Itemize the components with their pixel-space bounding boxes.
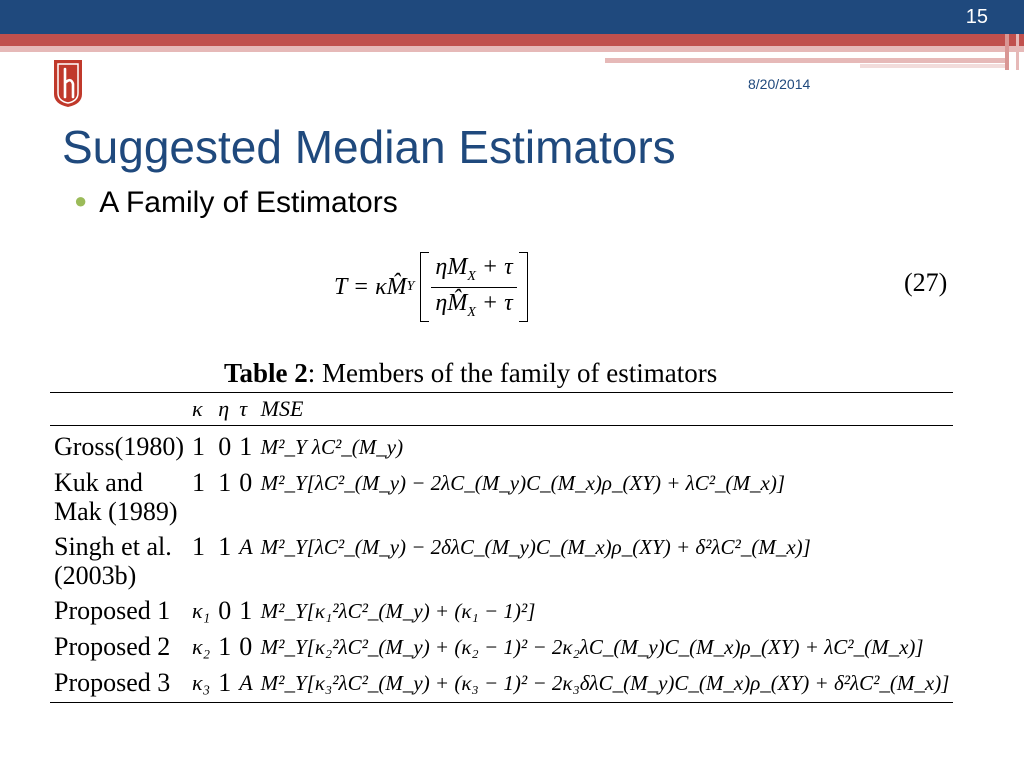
tau-value: 0 (239, 632, 253, 661)
estimator-family-table (50, 392, 953, 703)
header-accent-vertical (1005, 34, 1009, 70)
kappa-value: κ₃ (188, 662, 214, 703)
eta-value: 1 (218, 632, 232, 661)
eta-value: 1 (218, 532, 232, 561)
tau-value: 0 (239, 468, 253, 497)
estimator-equation (334, 250, 528, 324)
equation-lhs-subscript: Y (406, 279, 415, 294)
table-header-row (50, 393, 953, 426)
estimator-name: Kuk and Mak (1989) (54, 468, 178, 526)
tau-value: A (239, 534, 253, 559)
header-band-red (0, 34, 1024, 46)
table-caption (224, 358, 717, 389)
bullet-text: A Family of Estimators (99, 186, 398, 219)
table-caption-text: : Members of the family of estimators (307, 358, 718, 388)
header-band-pink (0, 46, 1024, 52)
table-row (50, 462, 953, 526)
bullet-dot-icon: ● (74, 188, 88, 213)
kappa-value: 1 (192, 468, 205, 497)
equation-lhs: T = κM̂ (334, 273, 407, 300)
estimator-name: Singh et al. (2003b) (54, 532, 172, 590)
header-accent-line-2 (860, 64, 1005, 68)
eta-value: 1 (218, 468, 232, 497)
tau-value: 1 (239, 432, 253, 461)
mse-formula: M²_Y[κ₂²λC²_(M_y) + (κ₂ − 1)² − 2κ₂λC_(M_y)C_(M_x)ρ_(XY) + λC²_(M_x)] (260, 635, 924, 659)
tau-value: A (235, 662, 256, 703)
table-row (50, 590, 953, 626)
header-band-blue (0, 0, 1024, 34)
mse-formula: M²_Y[λC²_(M_y) − 2λC_(M_y)C_(M_x)ρ_(XY) + λC²_(M_x)] (260, 471, 786, 495)
header-accent-line (605, 58, 1005, 63)
header-eta: η (214, 393, 235, 426)
eta-value: 1 (214, 662, 235, 703)
header-kappa: κ (188, 393, 214, 426)
equation-denominator: $\eta M̂_X + \tau$ (435, 289, 513, 320)
bullet-item (74, 186, 398, 220)
kappa-value: κ₂ (192, 634, 211, 659)
estimator-name: Gross(1980) (54, 432, 184, 461)
mse-formula: M²_Y[κ₃²λC²_(M_y) + (κ₃ − 1)² − 2κ₃δλC_(M_y)C_(M_x)ρ_(XY) + δ²λC²_(M_x)] (257, 662, 954, 703)
header-estimator (50, 393, 188, 426)
kappa-value: 1 (192, 432, 205, 461)
table-caption-label: Table 2 (224, 358, 308, 388)
header-tau: τ (235, 393, 256, 426)
table-row (50, 426, 953, 463)
mse-formula: M²_Y λC²_(M_y) (260, 435, 404, 459)
mse-formula: M²_Y[κ₁²λC²_(M_y) + (κ₁ − 1)²] (260, 599, 536, 623)
table-row (50, 626, 953, 662)
slide-date: 8/20/2014 (748, 76, 811, 92)
equation-bracket (420, 252, 527, 323)
estimator-name: Proposed 3 (50, 662, 188, 703)
slide-title: Suggested Median Estimators (62, 121, 676, 173)
table-row (50, 526, 953, 590)
university-logo-icon (50, 58, 86, 108)
table-row (50, 662, 953, 703)
header-accent-vertical-2 (1016, 34, 1019, 70)
estimator-name: Proposed 1 (54, 596, 171, 625)
mse-formula: M²_Y[λC²_(M_y) − 2δλC_(M_y)C_(M_x)ρ_(XY) + δ²λC²_(M_x)] (260, 535, 811, 559)
tau-value: 1 (239, 596, 253, 625)
equation-numerator: $\eta M_X + \tau$ (431, 254, 516, 288)
kappa-value: 1 (192, 532, 205, 561)
equation-number: (27) (904, 268, 948, 297)
eta-value: 0 (218, 596, 232, 625)
slide-number: 15 (965, 6, 988, 28)
header-mse: MSE (257, 393, 954, 426)
eta-value: 0 (218, 432, 232, 461)
estimator-name: Proposed 2 (54, 632, 171, 661)
kappa-value: κ₁ (192, 598, 211, 623)
equation-fraction (431, 254, 516, 321)
